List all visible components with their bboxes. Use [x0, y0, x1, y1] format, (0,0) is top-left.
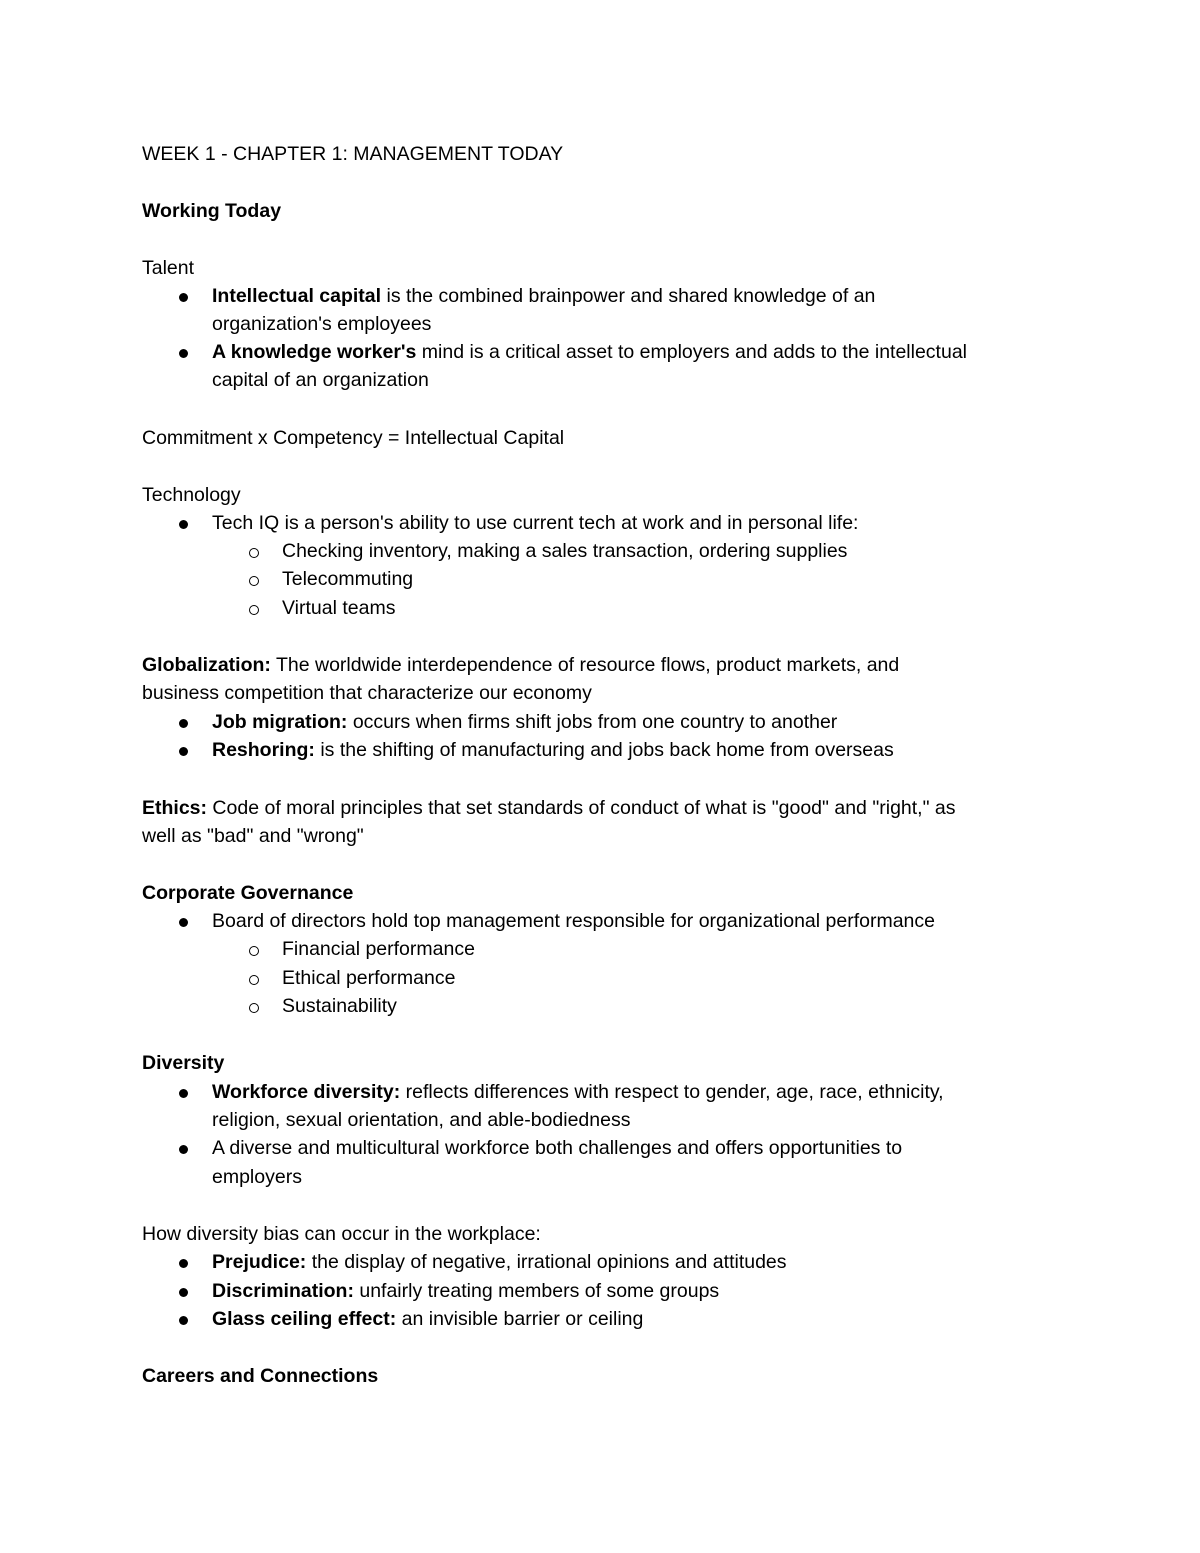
sub-list-item: Sustainability [282, 995, 397, 1017]
bullet-icon [179, 1288, 188, 1297]
sub-list-item: Checking inventory, making a sales transaction, ordering supplies [282, 540, 848, 562]
bullet-icon [179, 719, 188, 728]
list-item: Intellectual capital is the combined brainpower and shared knowledge of an [212, 285, 876, 307]
circle-bullet-icon [249, 975, 259, 985]
list-item: A diverse and multicultural workforce both challenges and offers opportunities to [212, 1137, 903, 1159]
list-item-continuation: religion, sexual orientation, and able-bodiedness [212, 1109, 631, 1131]
circle-bullet-icon [249, 1003, 259, 1013]
heading-diversity: Diversity [142, 1052, 225, 1074]
list-item-continuation: organization's employees [212, 313, 432, 335]
list-item-continuation: capital of an organization [212, 369, 429, 391]
list-item: Job migration: occurs when firms shift jobs from one country to another [212, 711, 838, 733]
circle-bullet-icon [249, 576, 259, 586]
globalization-definition-continuation: business competition that characterize our economy [142, 682, 592, 704]
label-talent: Talent [142, 257, 195, 279]
bullet-icon [179, 918, 188, 927]
heading-careers-connections: Careers and Connections [142, 1365, 379, 1387]
list-item: Discrimination: unfairly treating members of some groups [212, 1280, 720, 1302]
sub-list-item: Virtual teams [282, 597, 396, 619]
bullet-icon [179, 747, 188, 756]
bullet-icon [179, 1259, 188, 1268]
bullet-icon [179, 349, 188, 358]
list-item-continuation: employers [212, 1166, 302, 1188]
list-item: A knowledge worker's mind is a critical asset to employers and adds to the intellectual [212, 341, 967, 363]
bullet-icon [179, 1089, 188, 1098]
bullet-icon [179, 1145, 188, 1154]
sub-list-item: Ethical performance [282, 967, 456, 989]
list-item: Reshoring: is the shifting of manufacturing and jobs back home from overseas [212, 739, 894, 761]
list-item: Workforce diversity: reflects differences with respect to gender, age, race, ethnicity, [212, 1081, 944, 1103]
sub-list-item: Telecommuting [282, 568, 414, 590]
label-diversity-bias: How diversity bias can occur in the workplace: [142, 1223, 541, 1245]
ethics-definition-continuation: well as "bad" and "wrong" [142, 825, 364, 847]
list-item: Prejudice: the display of negative, irrational opinions and attitudes [212, 1251, 787, 1273]
bullet-icon [179, 520, 188, 529]
heading-working-today: Working Today [142, 200, 282, 222]
list-item: Tech IQ is a person's ability to use current tech at work and in personal life: [212, 512, 859, 534]
circle-bullet-icon [249, 605, 259, 615]
list-item: Board of directors hold top management responsible for organizational performance [212, 910, 935, 932]
equation-text: Commitment x Competency = Intellectual Capital [142, 427, 565, 449]
sub-list-item: Financial performance [282, 938, 475, 960]
circle-bullet-icon [249, 946, 259, 956]
ethics-definition: Ethics: Code of moral principles that set standards of conduct of what is "good" and "right," as [142, 797, 956, 819]
bullet-icon [179, 293, 188, 302]
bullet-icon [179, 1316, 188, 1325]
document-title: WEEK 1 - CHAPTER 1: MANAGEMENT TODAY [142, 143, 564, 165]
label-technology: Technology [142, 484, 241, 506]
heading-corporate-governance: Corporate Governance [142, 882, 354, 904]
globalization-definition: Globalization: The worldwide interdependence of resource flows, product markets, and [142, 654, 900, 676]
list-item: Glass ceiling effect: an invisible barrier or ceiling [212, 1308, 644, 1330]
circle-bullet-icon [249, 548, 259, 558]
